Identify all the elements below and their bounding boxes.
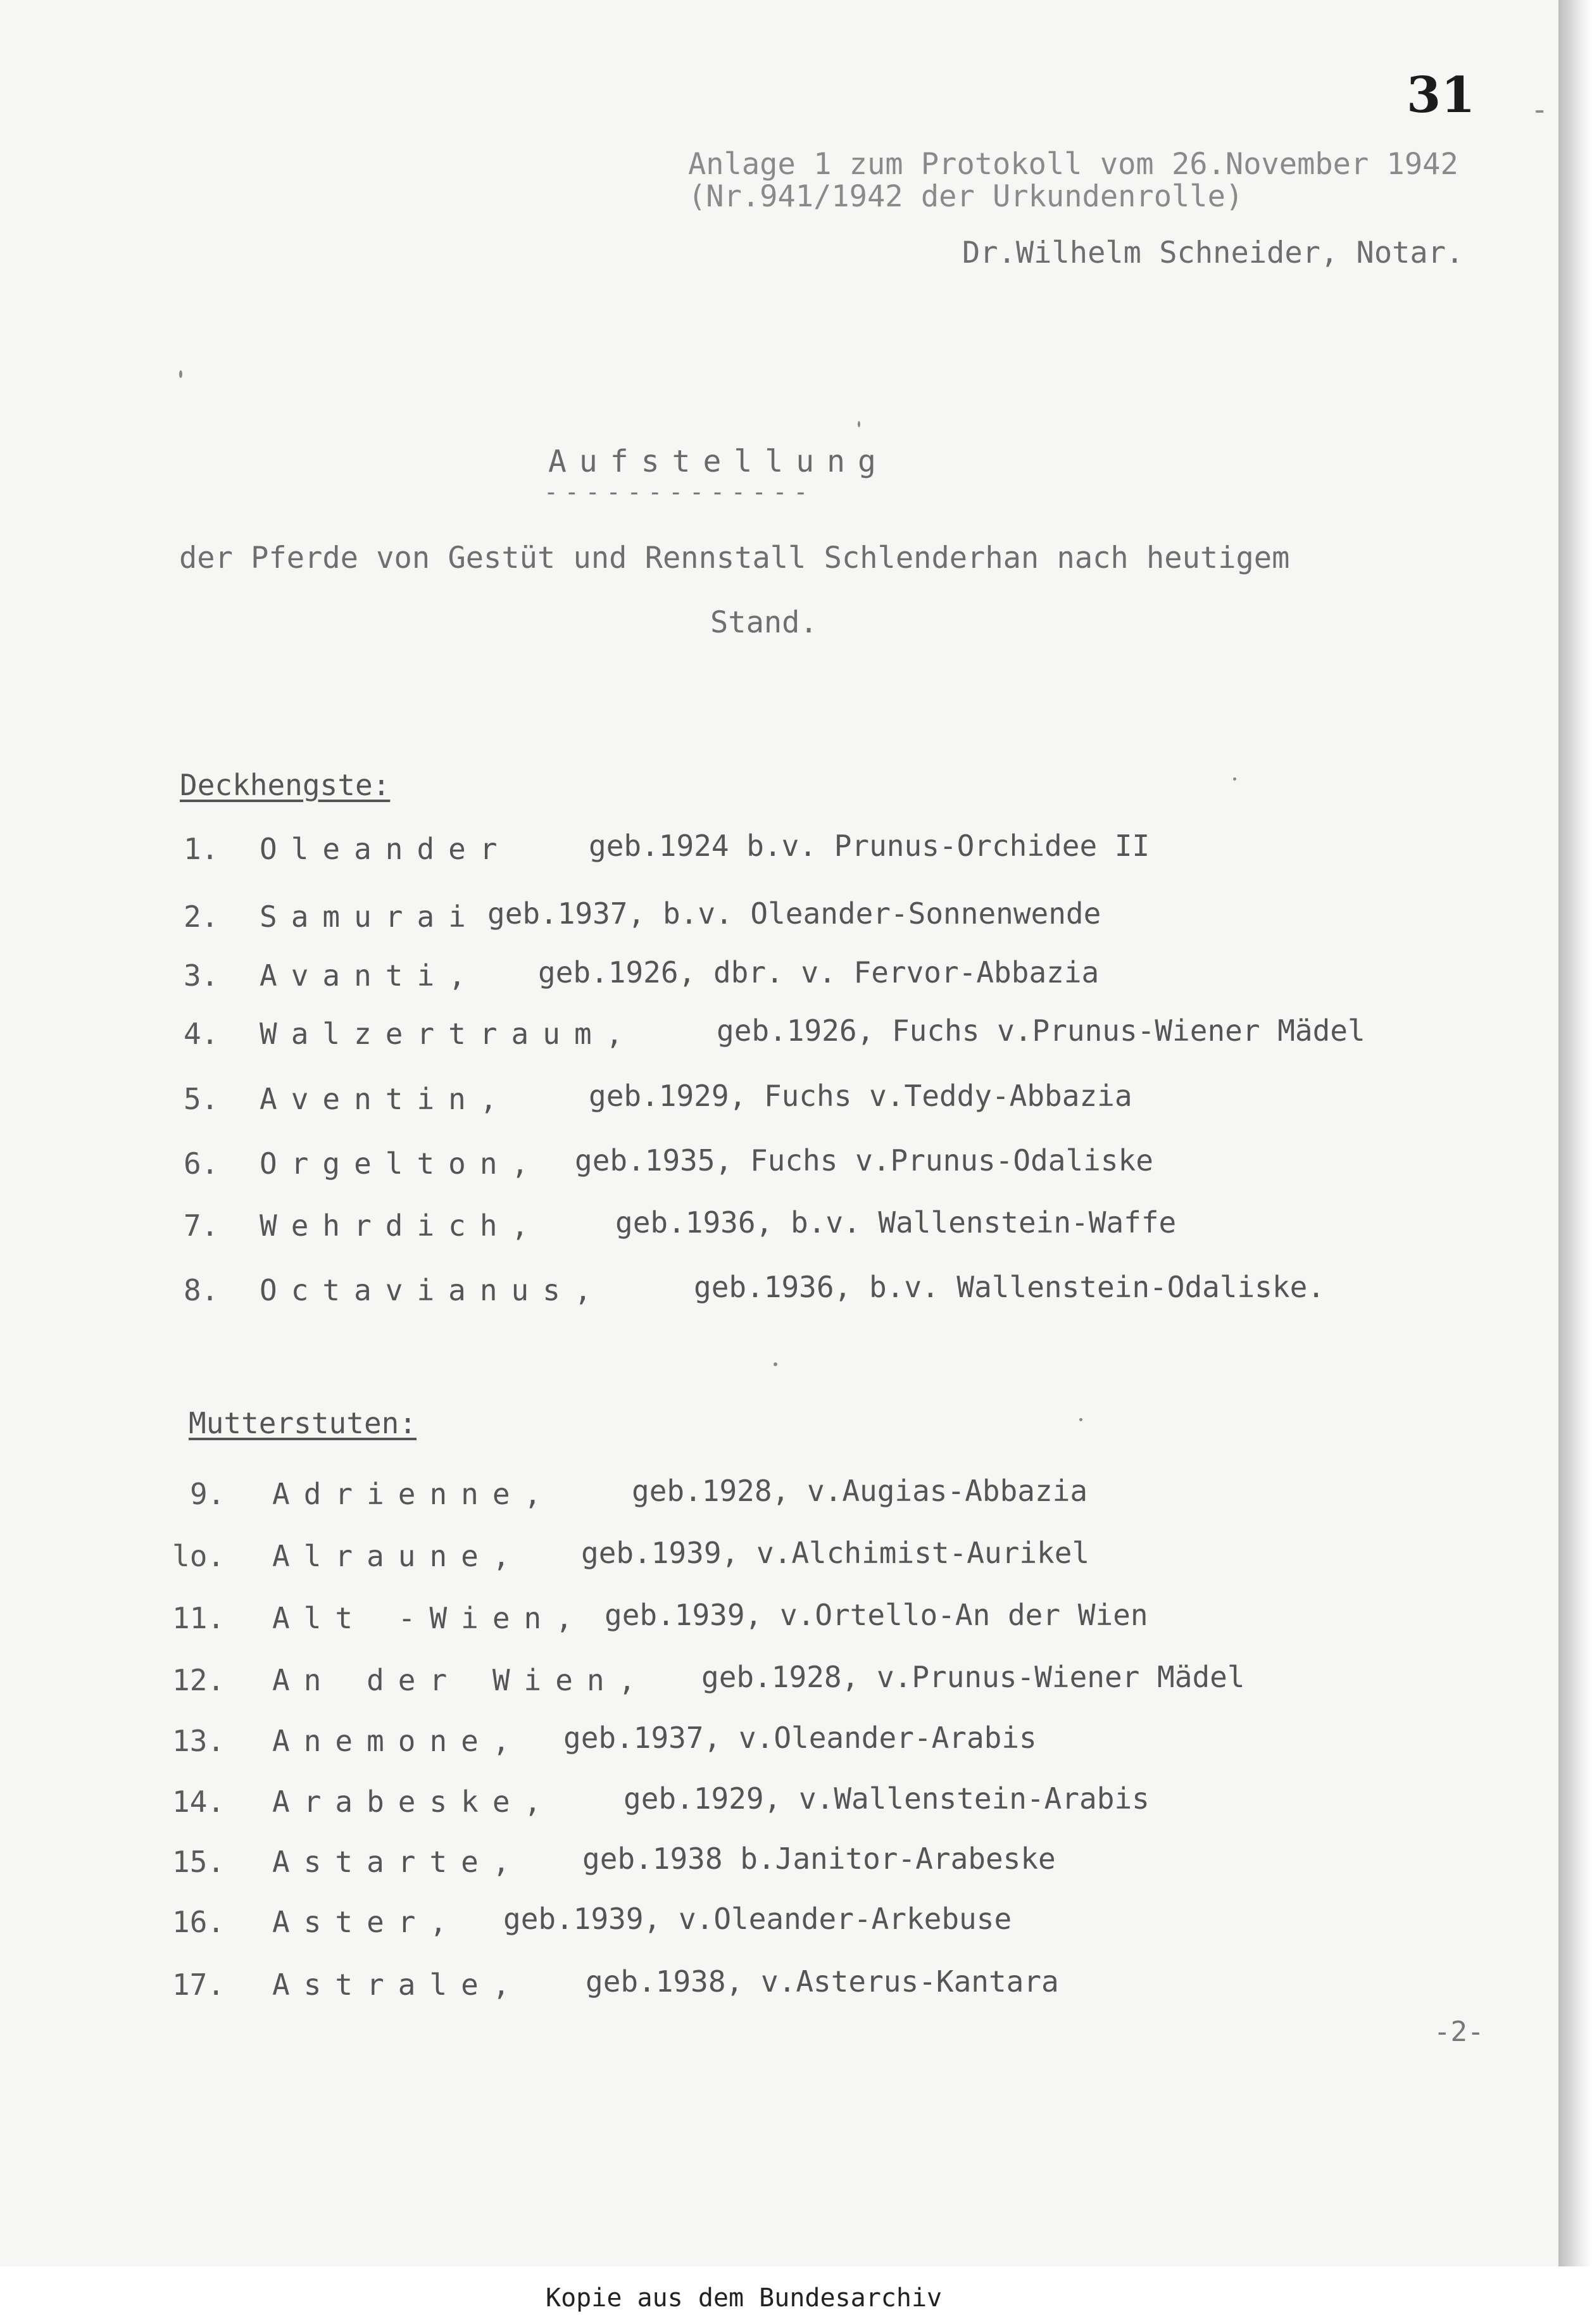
scan-speck (774, 1362, 777, 1366)
page-number: 31 (1407, 66, 1476, 124)
item-number: 6. (184, 1146, 219, 1181)
horse-details: geb.1939, v.Oleander-Arkebuse (503, 1902, 1012, 1936)
horse-details: geb.1936, b.v. Wallenstein-Odaliske. (694, 1270, 1325, 1304)
item-number: 8. (184, 1273, 219, 1307)
horse-details: geb.1929, v.Wallenstein-Arabis (624, 1781, 1150, 1816)
notary-signature-line: Dr.Wilhelm Schneider, Notar. (962, 236, 1464, 270)
item-number: 5. (184, 1082, 219, 1116)
horse-name: Samurai (260, 900, 480, 934)
horse-name: Avanti, (260, 958, 480, 993)
horse-name: Octavianus, (260, 1273, 606, 1307)
horse-details: geb.1924 b.v. Prunus-Orchidee II (589, 829, 1150, 863)
horse-details: geb.1936, b.v. Wallenstein-Waffe (615, 1205, 1177, 1240)
header-line-2: (Nr.941/1942 der Urkundenrolle) (688, 179, 1244, 214)
horse-details: geb.1937, v.Oleander-Arabis (563, 1721, 1037, 1755)
horse-details: geb.1929, Fuchs v.Teddy-Abbazia (589, 1079, 1132, 1113)
item-number: lo. (172, 1539, 225, 1573)
item-number: 11. (172, 1601, 225, 1635)
page-number-dash: - (1531, 92, 1549, 127)
scan-speck (1233, 777, 1236, 781)
scan-speck (1079, 1418, 1082, 1421)
horse-details: geb.1939, v.Alchimist-Aurikel (581, 1536, 1090, 1570)
item-number: 16. (172, 1905, 225, 1939)
horse-name: Wehrdich, (260, 1209, 543, 1243)
horse-name: Arabeske, (272, 1785, 556, 1819)
item-number: 4. (184, 1017, 219, 1051)
archive-footer: Kopie aus dem Bundesarchiv (546, 2283, 943, 2313)
horse-details: geb.1928, v.Augias-Abbazia (632, 1474, 1088, 1508)
horse-name: Alt -Wien, (272, 1601, 587, 1635)
horse-name: Alraune, (272, 1539, 524, 1573)
item-number: 7. (184, 1209, 219, 1243)
horse-name: Anemone, (272, 1724, 524, 1758)
horse-details: geb.1935, Fuchs v.Prunus-Odaliske (575, 1143, 1153, 1178)
scan-speck (858, 421, 860, 427)
item-number: 12. (172, 1663, 225, 1697)
item-number: 14. (172, 1785, 225, 1819)
item-number: 13. (172, 1724, 225, 1758)
item-number: 3. (184, 958, 219, 993)
horse-name: Aster, (272, 1905, 461, 1939)
horse-name: Adrienne, (272, 1477, 556, 1511)
horse-name: Astarte, (272, 1845, 524, 1879)
section-heading-deckhengste: Deckhengste: (180, 768, 391, 802)
horse-details: geb.1938, v.Asterus-Kantara (586, 1964, 1059, 1999)
horse-name: Orgelton, (260, 1146, 543, 1181)
horse-name: Astrale, (272, 1968, 524, 2002)
horse-details: geb.1937, b.v. Oleander-Sonnenwende (487, 896, 1101, 931)
horse-details: geb.1939, v.Ortello-An der Wien (605, 1598, 1148, 1632)
item-number: 2. (184, 900, 219, 934)
item-number: 9. (190, 1477, 225, 1511)
header-line-1: Anlage 1 zum Protokoll vom 26.November 1942 (688, 147, 1458, 182)
horse-details: geb.1926, dbr. v. Fervor-Abbazia (538, 955, 1100, 989)
horse-name: Aventin, (260, 1082, 511, 1116)
horse-details: geb.1926, Fuchs v.Prunus-Wiener Mädel (717, 1014, 1365, 1048)
horse-name: Walzertraum, (260, 1017, 637, 1051)
section-heading-mutterstuten: Mutterstuten: (189, 1406, 417, 1440)
title-underline: ------------- (544, 478, 815, 506)
subtitle-line-2: Stand. (710, 605, 818, 640)
horse-details: geb.1928, v.Prunus-Wiener Mädel (701, 1660, 1245, 1694)
item-number: 1. (184, 832, 219, 866)
subtitle-line-1: der Pferde von Gestüt und Rennstall Schlenderhan nach heutigem (179, 541, 1290, 575)
horse-details: geb.1938 b.Janitor-Arabeske (582, 1842, 1056, 1876)
item-number: 17. (172, 1968, 225, 2002)
page-edge-shadow (1558, 0, 1592, 2266)
document-title: Aufstellung (548, 444, 889, 479)
item-number: 15. (172, 1845, 225, 1879)
scan-speck (179, 370, 182, 378)
continuation-marker: -2- (1434, 2016, 1484, 2048)
horse-name: An der Wien, (272, 1663, 650, 1697)
horse-name: Oleander (260, 832, 511, 866)
